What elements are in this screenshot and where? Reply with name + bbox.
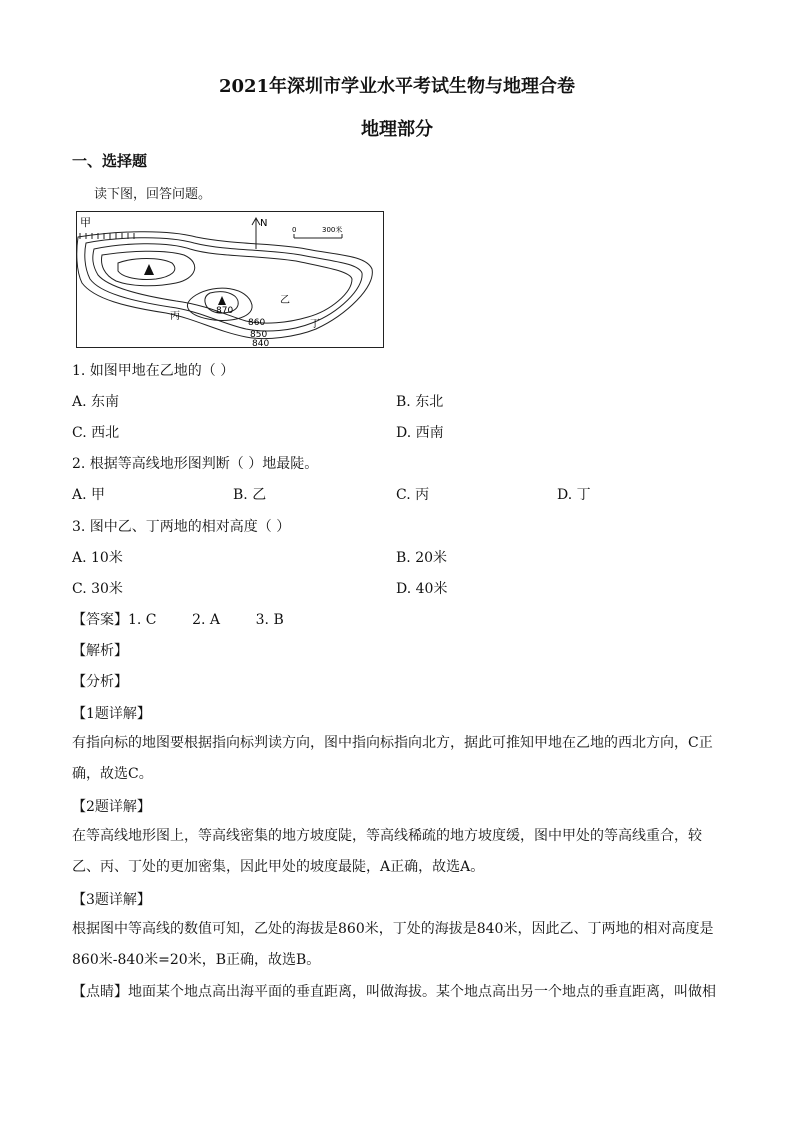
- question-2-option-b: B. 乙: [233, 487, 267, 503]
- contour-870: 870: [216, 306, 234, 316]
- page-title: 2021年深圳市学业水平考试生物与地理合卷: [218, 76, 576, 97]
- section-heading: 一、选择题: [72, 152, 148, 170]
- detail-2-label: 【2题详解】: [72, 799, 151, 815]
- answer-text: 1. C 2. A 3. B: [128, 612, 284, 628]
- question-2-option-c: C. 丙: [396, 487, 430, 503]
- question-2-option-d: D. 丁: [557, 487, 591, 503]
- detail-1-label: 【1题详解】: [72, 706, 151, 722]
- question-2-option-a: A. 甲: [72, 487, 106, 503]
- question-1-option-b: B. 东北: [396, 394, 444, 410]
- detail-2-text: 在等高线地形图上，等高线密集的地方坡度陡，等高线稀疏的地方坡度缓，图中甲处的等高线重合，较乙、丙、丁处的更加密集，因此甲处的坡度最陡，A正确，故选A。: [72, 828, 702, 875]
- dianjing-text: 地面某个地点高出海平面的垂直距离，叫做海拔。某个地点高出另一个地点的垂直距离，叫做相: [128, 984, 716, 1000]
- contour-map: [76, 211, 384, 348]
- fenxi-label: 【分析】: [72, 674, 128, 690]
- scale-zero: 0: [292, 226, 297, 234]
- contour-850: 850: [250, 330, 268, 340]
- answer-line: [72, 609, 284, 629]
- label-yi: 乙: [280, 295, 290, 306]
- page-subtitle: 地理部分: [361, 119, 433, 140]
- question-2-stem: 2. 根据等高线地形图判断（ ）地最陡。: [72, 456, 319, 472]
- question-3-option-b: B. 20米: [396, 550, 448, 566]
- question-1-stem: 1. 如图甲地在乙地的（ ）: [72, 363, 235, 379]
- label-bing: 丙: [170, 311, 180, 322]
- question-1-option-d: D. 西南: [396, 425, 444, 441]
- dianjing-paragraph: [72, 977, 724, 1008]
- detail-1-text: 有指向标的地图要根据指向标判读方向，图中指向标指向北方，据此可推知甲地在乙地的西北方向，C正确，故选C。: [72, 735, 713, 782]
- scale-dist: 300米: [322, 226, 343, 234]
- instruction-text: 读下图，回答问题。: [94, 187, 212, 202]
- question-3-option-c: C. 30米: [72, 581, 123, 597]
- detail-3-text: 根据图中等高线的数值可知，乙处的海拔是860米，丁处的海拔是840米，因此乙、丁两地的相对高度是860米-840米=20米，B正确，故选B。: [72, 921, 714, 968]
- question-3-option-d: D. 40米: [396, 581, 448, 597]
- analysis-label: 【解析】: [72, 643, 128, 659]
- label-jia: 甲: [80, 216, 91, 229]
- contour-840: 840: [252, 339, 270, 348]
- label-ding: 丁: [310, 319, 320, 330]
- question-3-option-a: A. 10米: [72, 550, 123, 566]
- contour-860: 860: [248, 318, 266, 328]
- detail-3-label: 【3题详解】: [72, 892, 151, 908]
- north-label: N: [260, 218, 268, 229]
- question-1-option-a: A. 东南: [72, 394, 120, 410]
- answer-label: 【答案】: [72, 612, 128, 628]
- question-3-stem: 3. 图中乙、丁两地的相对高度（ ）: [72, 519, 291, 535]
- question-1-option-c: C. 西北: [72, 425, 120, 441]
- dianjing-label: 【点睛】: [72, 984, 128, 1000]
